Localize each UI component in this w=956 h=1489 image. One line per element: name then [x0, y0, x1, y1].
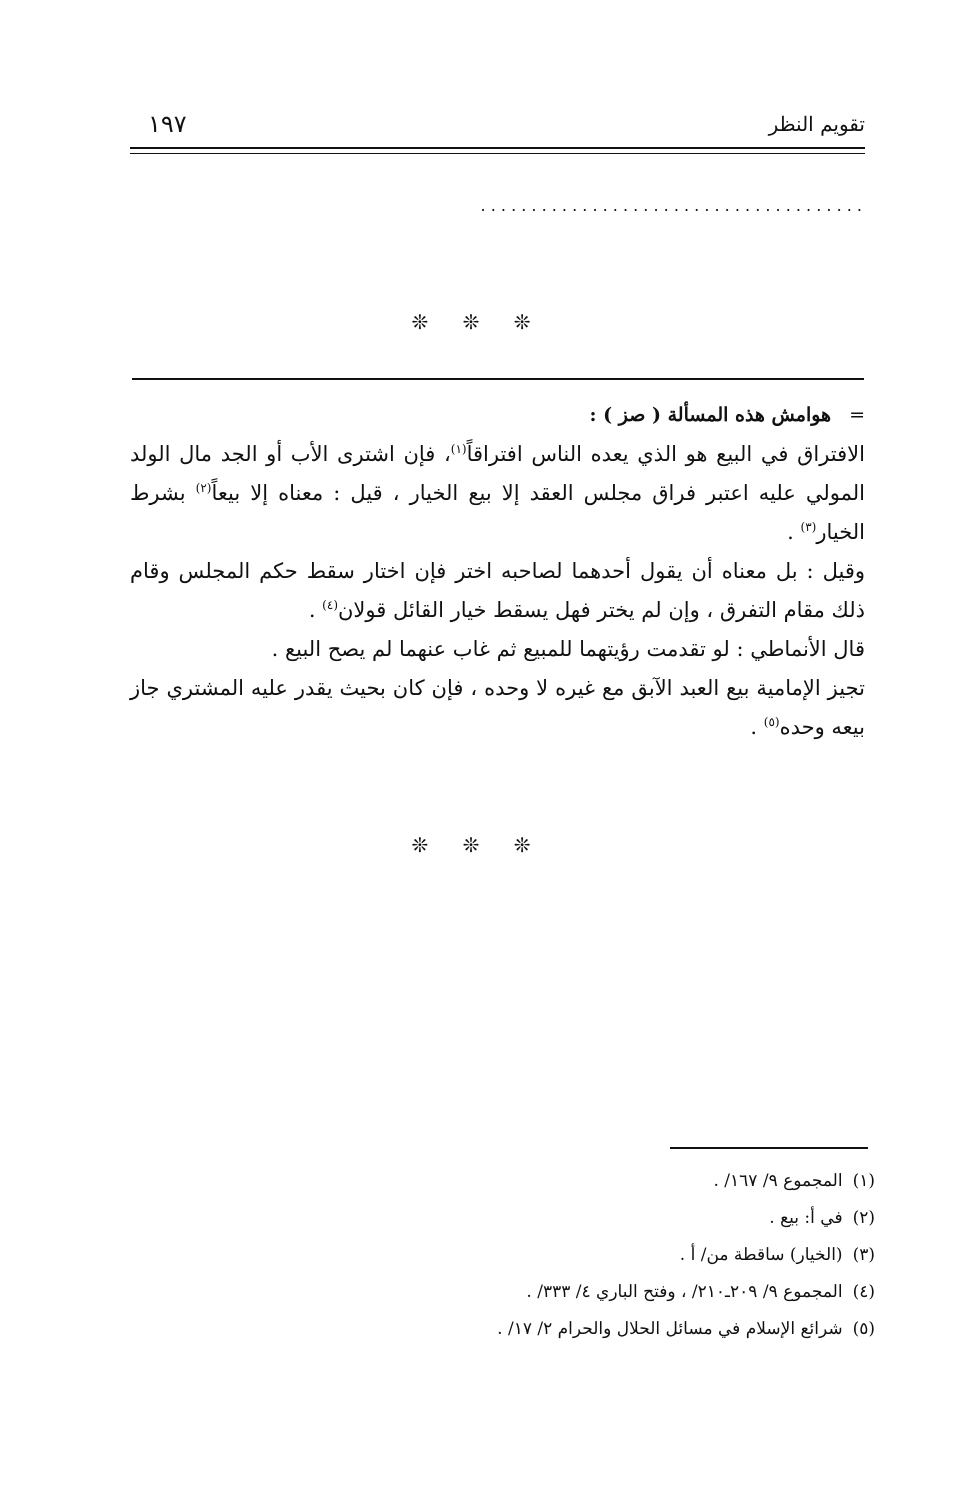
note-paragraph-3: قال الأنماطي : لو تقدمت رؤيتهما للمبيع ثم غاب عنهما لم يصح البيع .	[271, 637, 865, 661]
header-rule-thin	[130, 153, 865, 154]
continuation-mark: =	[849, 404, 865, 426]
note-text: تجيز الإمامية بيع العبد الآبق مع غيره لا وحده ، فإن كان بحيث يقدر عليه المشتري جاز بيعه وحده	[130, 676, 865, 739]
section-stars-separator: ❊ ❊ ❊	[411, 310, 545, 334]
footnote-text: في أ: بيع .	[769, 1208, 843, 1228]
footnote-number: (٢)	[852, 1208, 875, 1228]
notes-heading	[130, 396, 865, 435]
ellipsis-row: . . . . . . . . . . . . . . . . . . . . . . . . . . . . . . . . . . . . . .	[480, 196, 862, 215]
footnote-item	[420, 1163, 875, 1200]
footnote-number: (٣)	[852, 1245, 875, 1265]
footnote-item	[420, 1274, 875, 1311]
footnote-text: المجموع ٩/ ١٦٧/ .	[713, 1171, 843, 1191]
note-text: وقيل : بل معناه أن يقول أحدهما لصاحبه اختر فإن اختار سقط حكم المجلس وقام ذلك مقام التفرق ، وإن لم يختر فهل يسقط خيار القائل قولان	[130, 559, 865, 622]
footnote-rule	[670, 1147, 868, 1149]
note-text: بشرط الخيار	[130, 481, 865, 544]
footnote-ref-3[interactable]: (٣)	[800, 520, 817, 534]
note-paragraph-1	[130, 435, 865, 552]
end-stars-separator: ❊ ❊ ❊	[411, 833, 545, 857]
footnote-ref-4[interactable]: (٤)	[322, 598, 338, 612]
footnote-item	[420, 1311, 875, 1348]
note-text: الافتراق في البيع هو الذي يعده الناس افتراقاً	[466, 442, 865, 466]
footnote-number: (٥)	[852, 1319, 875, 1339]
notes-heading-text: هوامش هذه المسألة ( صز ) :	[589, 404, 832, 426]
footnote-number: (١)	[852, 1171, 875, 1191]
footnotes	[420, 1163, 875, 1348]
footnote-text: المجموع ٩/ ٢٠٩ـ٢١٠/ ، وفتح الباري ٤/ ٣٣٣/ .	[526, 1282, 843, 1302]
note-paragraph-2	[130, 552, 865, 630]
footnote-ref-2[interactable]: (٢)	[195, 481, 212, 495]
footnote-text: شرائع الإسلام في مسائل الحلال والحرام ٢/ ١٧/ .	[497, 1319, 843, 1339]
note-text: .	[750, 715, 764, 739]
footnote-number: (٤)	[852, 1282, 875, 1302]
footnote-ref-5[interactable]: (٥)	[763, 715, 780, 729]
footnote-text: (الخيار) ساقطة من/ أ .	[679, 1245, 843, 1265]
section-rule	[132, 378, 864, 380]
margin-notes	[130, 396, 865, 747]
book-title: تقويم النظر	[768, 112, 865, 136]
header-rule	[130, 147, 865, 149]
note-text: ، فإن اشترى الأب أو الجد مال الولد المولي عليه اعتبر فراق مجلس العقد إلا بيع الخيار ، قيل : معناه إلا بيعاً	[130, 442, 866, 505]
page-header	[130, 112, 865, 152]
note-text: .	[787, 520, 801, 544]
footnote-item	[420, 1200, 875, 1237]
note-text: .	[308, 598, 323, 622]
footnote-ref-1[interactable]: (١)	[450, 442, 467, 456]
note-paragraph-4	[130, 669, 865, 747]
footnote-item	[420, 1237, 875, 1274]
page-number: ١٩٧	[148, 110, 187, 138]
